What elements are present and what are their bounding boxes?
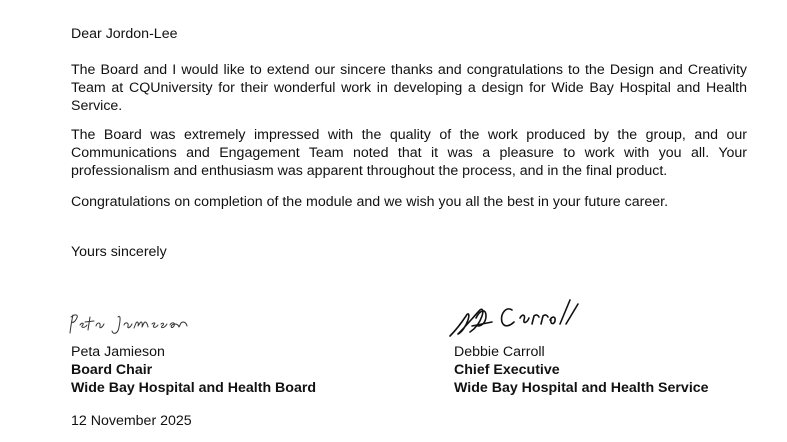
signatory-block-right	[454, 343, 709, 397]
signatory-organisation: Wide Bay Hospital and Health Service	[454, 380, 709, 396]
letter-paragraph-2: The Board was extremely impressed with the quality of the work produced by the group, and our Communications and Engagement Team noted that it was a pleasure to work with you all. Your professionalism and enthusiasm was apparent throughout the process, and in the final product.	[71, 127, 747, 179]
signature-peta-jamieson	[66, 305, 196, 339]
signatory-block-left	[71, 343, 316, 397]
letter-greeting: Dear Jordon-Lee	[71, 26, 178, 42]
letter-paragraph-1: The Board and I would like to extend our sincere thanks and congratulations to the Design and Creativity Team at CQUniversity for their wonderful work in developing a design for Wide Bay Hospital and Health Service.	[71, 62, 747, 114]
letter-date: 12 November 2025	[71, 413, 192, 429]
signatory-title: Chief Executive	[454, 362, 560, 378]
signature-debbie-carroll	[446, 296, 586, 340]
letter-closing: Yours sincerely	[71, 244, 167, 260]
signatory-title: Board Chair	[71, 362, 153, 378]
signatory-organisation: Wide Bay Hospital and Health Board	[71, 380, 317, 396]
signatory-name: Peta Jamieson	[71, 344, 165, 360]
letter-paragraph-3: Congratulations on completion of the module and we wish you all the best in your future career.	[71, 194, 669, 210]
signatory-name: Debbie Carroll	[454, 344, 545, 360]
